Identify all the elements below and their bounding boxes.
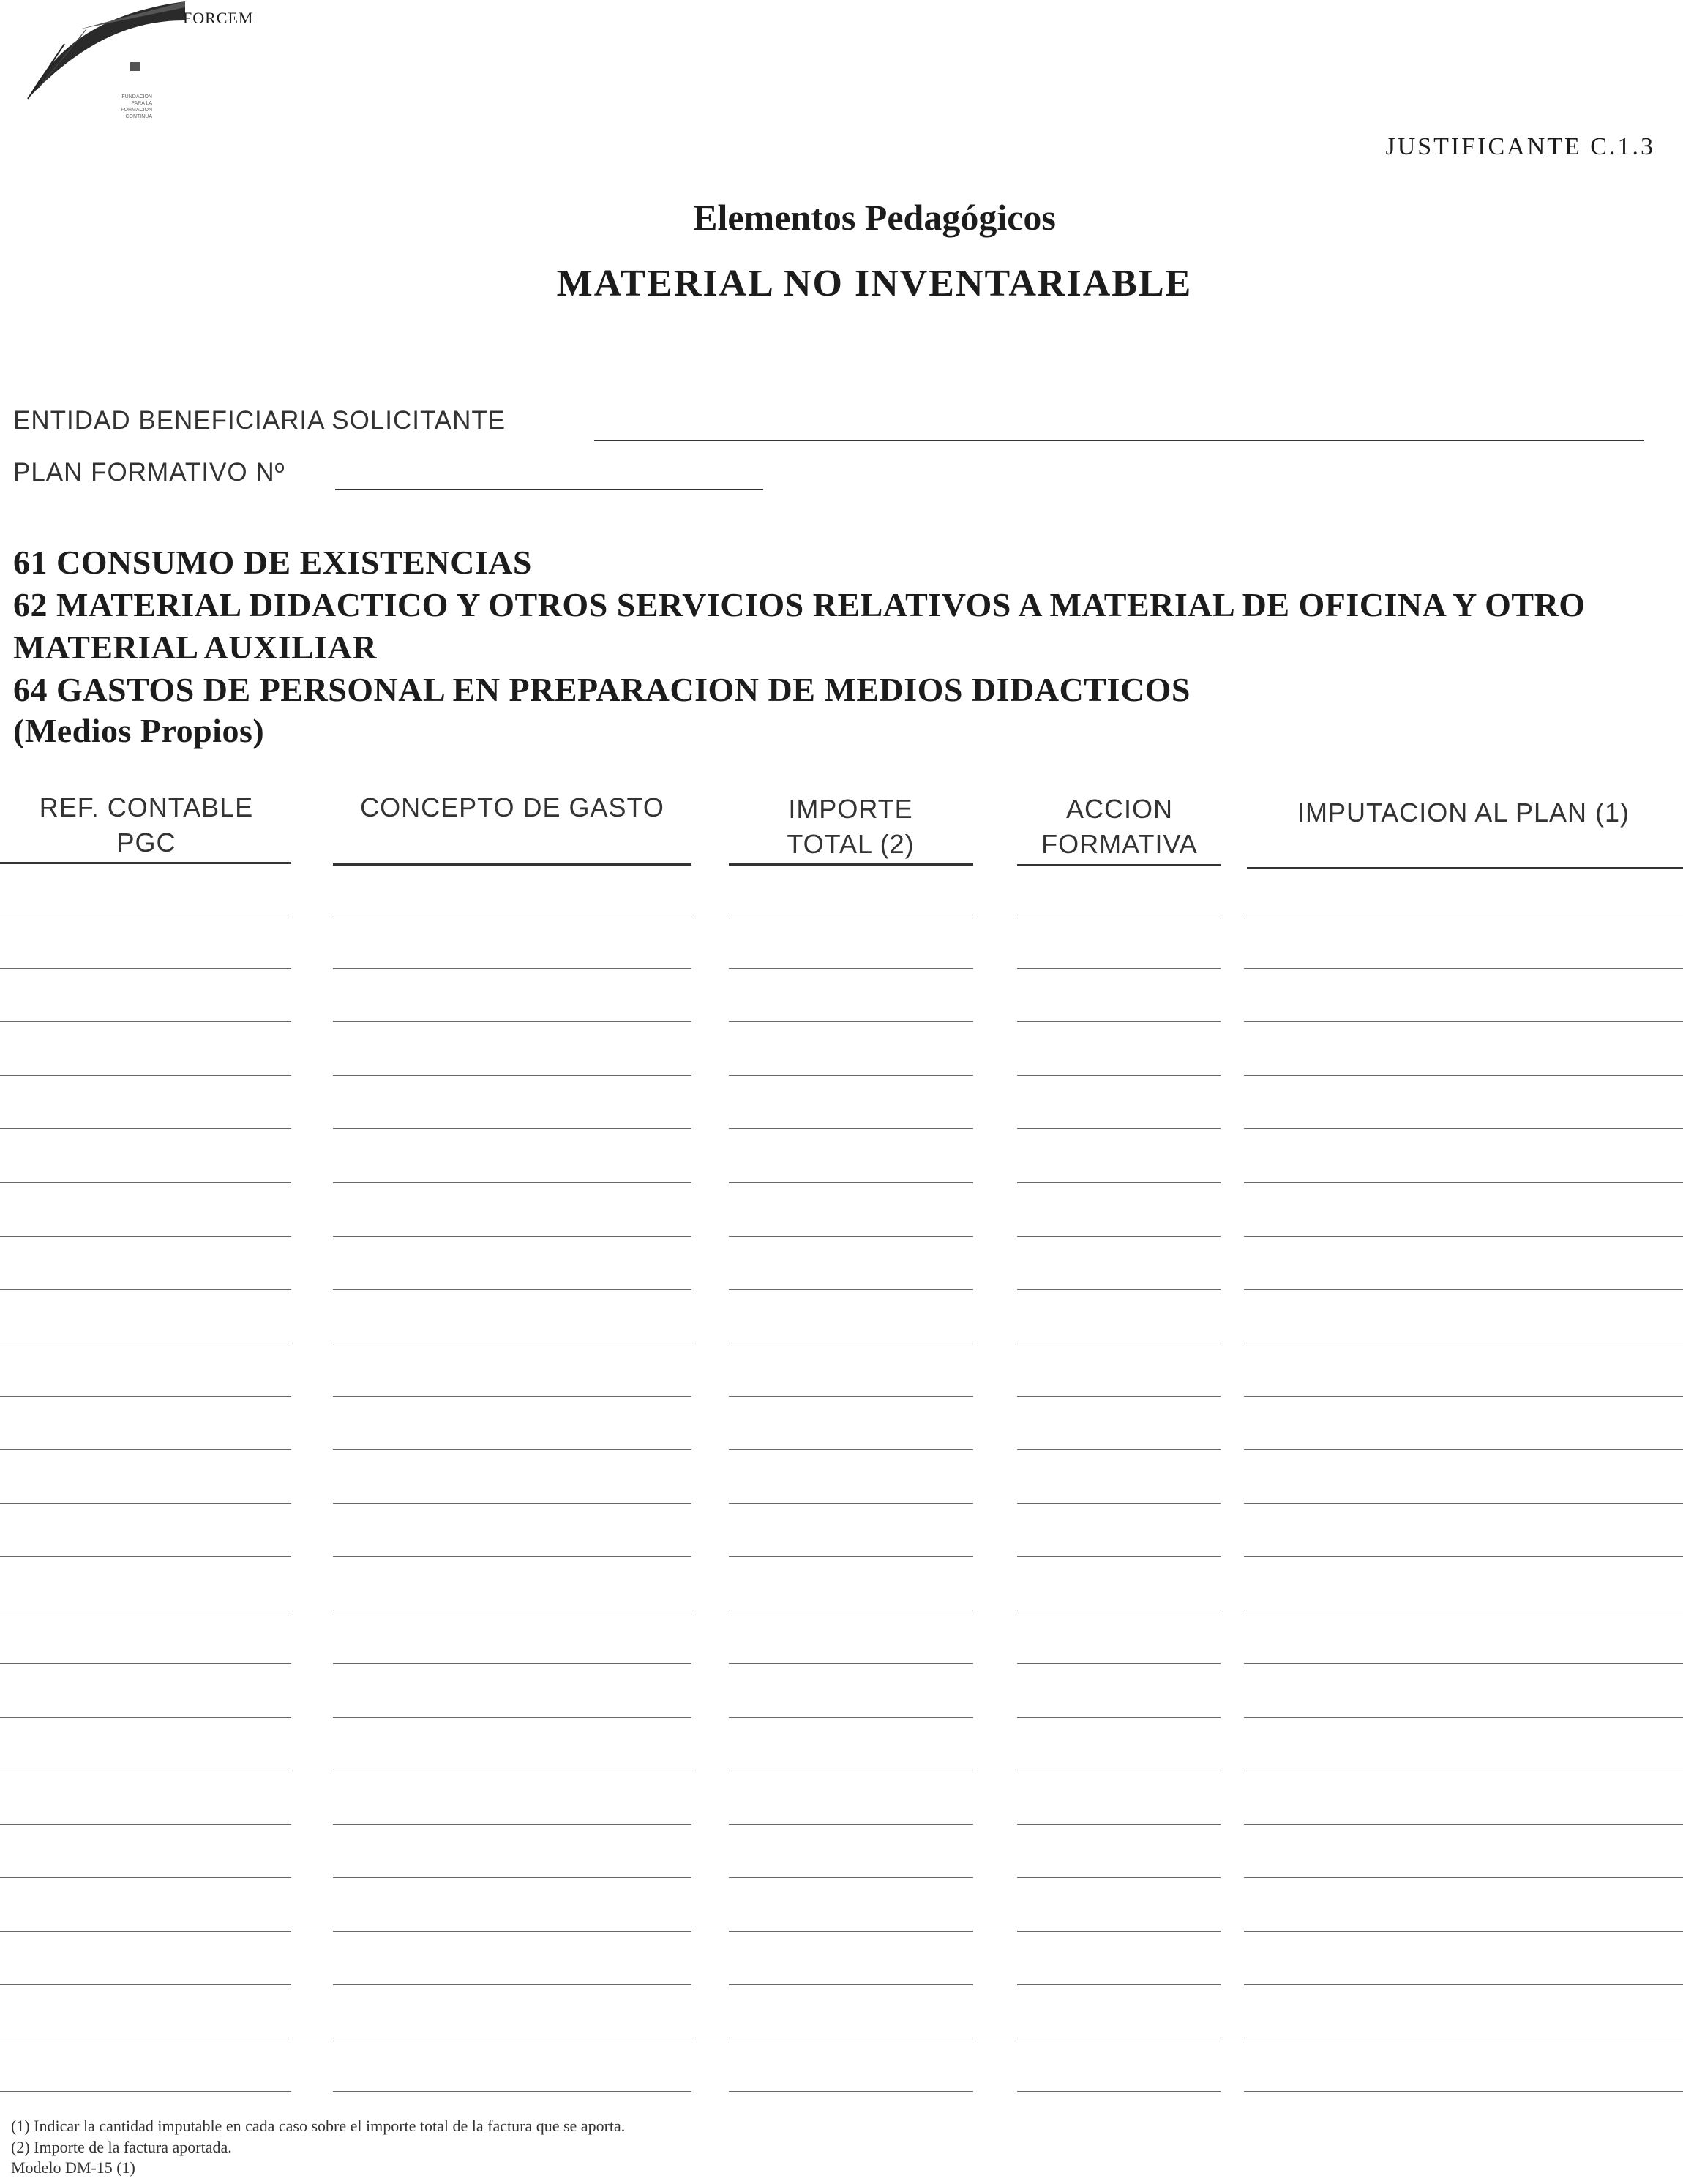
row-entry-line[interactable] — [729, 1236, 973, 1237]
row-entry-line[interactable] — [1017, 1503, 1221, 1504]
section-64: 64 GASTOS DE PERSONAL EN PREPARACION DE MEDIOS DIDACTICOS — [13, 671, 1191, 708]
row-entry-line[interactable] — [1017, 1449, 1221, 1450]
row-entry-line[interactable] — [1017, 2091, 1221, 2092]
row-entry-line[interactable] — [1017, 1824, 1221, 1825]
row-entry-line[interactable] — [1244, 1984, 1683, 1985]
row-entry-line[interactable] — [1017, 1075, 1221, 1076]
row-entry-line[interactable] — [0, 1556, 291, 1557]
entidad-field[interactable] — [594, 440, 1644, 441]
row-entry-line[interactable] — [333, 1128, 691, 1129]
row-entry-line[interactable] — [333, 1931, 691, 1932]
row-entry-line[interactable] — [1244, 968, 1683, 969]
row-entry-line[interactable] — [0, 1075, 291, 1076]
row-entry-line[interactable] — [1017, 1021, 1221, 1022]
row-entry-line[interactable] — [729, 1984, 973, 1985]
row-entry-line[interactable] — [1017, 968, 1221, 969]
row-entry-line[interactable] — [333, 1824, 691, 1825]
row-entry-line[interactable] — [0, 1128, 291, 1129]
header-rule — [333, 863, 691, 866]
row-entry-line[interactable] — [0, 1236, 291, 1237]
row-entry-line[interactable] — [729, 1289, 973, 1290]
row-entry-line[interactable] — [0, 1449, 291, 1450]
row-entry-line[interactable] — [333, 1984, 691, 1985]
row-entry-line[interactable] — [1244, 1931, 1683, 1932]
row-entry-line[interactable] — [0, 1663, 291, 1664]
logo-label: FORCEM — [183, 9, 254, 27]
header-rule — [1017, 864, 1221, 866]
row-entry-line[interactable] — [333, 1503, 691, 1504]
row-entry-line[interactable] — [333, 1075, 691, 1076]
row-entry-line[interactable] — [1017, 1556, 1221, 1557]
row-entry-line[interactable] — [333, 1556, 691, 1557]
row-entry-line[interactable] — [0, 1984, 291, 1985]
row-entry-line[interactable] — [1017, 1984, 1221, 1985]
row-entry-line[interactable] — [1017, 1289, 1221, 1290]
row-entry-line[interactable] — [729, 968, 973, 969]
row-entry-line[interactable] — [1017, 1236, 1221, 1237]
section-note: (Medios Propios) — [13, 712, 265, 749]
row-entry-line[interactable] — [333, 1877, 691, 1878]
row-entry-line[interactable] — [333, 1182, 691, 1183]
row-entry-line[interactable] — [1017, 1931, 1221, 1932]
row-entry-line[interactable] — [1017, 1877, 1221, 1878]
row-entry-line[interactable] — [0, 1289, 291, 1290]
row-entry-line[interactable] — [333, 1289, 691, 1290]
row-entry-line[interactable] — [333, 1236, 691, 1237]
row-entry-line[interactable] — [333, 1663, 691, 1664]
row-entry-line[interactable] — [1017, 1396, 1221, 1397]
row-entry-line[interactable] — [1017, 1128, 1221, 1129]
row-entry-line[interactable] — [0, 968, 291, 969]
row-entry-line[interactable] — [1017, 1717, 1221, 1718]
row-entry-line[interactable] — [333, 1021, 691, 1022]
row-entry-line[interactable] — [1244, 1075, 1683, 1076]
row-entry-line[interactable] — [0, 1021, 291, 1022]
page-title: Elementos Pedagógicos — [693, 197, 1056, 238]
row-entry-line[interactable] — [729, 1075, 973, 1076]
row-entry-line[interactable] — [729, 1182, 973, 1183]
row-entry-line[interactable] — [729, 1021, 973, 1022]
row-entry-line[interactable] — [729, 1396, 973, 1397]
row-entry-line[interactable] — [1244, 1289, 1683, 1290]
col-importe-total: IMPORTE TOTAL (2) — [787, 794, 915, 859]
row-entry-line[interactable] — [0, 1182, 291, 1183]
row-entry-line[interactable] — [1017, 1182, 1221, 1183]
row-entry-line[interactable] — [333, 1717, 691, 1718]
row-entry-line[interactable] — [1244, 1128, 1683, 1129]
logo-small-text: FUNDACION PARA LA FORMACION CONTINUA — [121, 94, 152, 119]
row-entry-line[interactable] — [0, 1396, 291, 1397]
header-rule — [0, 862, 291, 864]
row-entry-line[interactable] — [729, 1128, 973, 1129]
row-entry-line[interactable] — [1244, 1503, 1683, 1504]
section-62: 62 MATERIAL DIDACTICO Y OTROS SERVICIOS RELATIVOS A MATERIAL DE OFICINA Y OTRO MATERIAL AUXILIAR — [13, 586, 1586, 666]
row-entry-line[interactable] — [729, 1449, 973, 1450]
row-entry-line[interactable] — [1244, 1236, 1683, 1237]
row-entry-line[interactable] — [1244, 1182, 1683, 1183]
row-entry-line[interactable] — [1244, 1663, 1683, 1664]
header-rule — [729, 863, 973, 866]
row-entry-line[interactable] — [0, 2091, 291, 2092]
row-entry-line[interactable] — [1244, 1021, 1683, 1022]
row-entry-line[interactable] — [729, 1717, 973, 1718]
page-subtitle: MATERIAL NO INVENTARIABLE — [556, 263, 1193, 304]
plan-field[interactable] — [335, 489, 763, 490]
row-entry-line[interactable] — [1244, 1396, 1683, 1397]
entidad-label: ENTIDAD BENEFICIARIA SOLICITANTE — [13, 406, 506, 435]
section-61: 61 CONSUMO DE EXISTENCIAS — [13, 544, 533, 581]
row-entry-line[interactable] — [729, 1663, 973, 1664]
row-entry-line[interactable] — [333, 1449, 691, 1450]
row-entry-line[interactable] — [0, 1931, 291, 1932]
col-ref-contable: REF. CONTABLE PGC — [39, 792, 254, 858]
row-entry-line[interactable] — [1244, 1877, 1683, 1878]
col-imputacion: IMPUTACION AL PLAN (1) — [1297, 798, 1630, 828]
row-entry-line[interactable] — [729, 1503, 973, 1504]
justificante-code: JUSTIFICANTE C.1.3 — [1385, 133, 1655, 160]
row-entry-line[interactable] — [729, 2091, 973, 2092]
forcem-logo-mark — [20, 0, 189, 102]
row-entry-line[interactable] — [1244, 1717, 1683, 1718]
footnote-2: (2) Importe de la factura aportada. — [11, 2138, 232, 2156]
row-entry-line[interactable] — [1244, 1449, 1683, 1450]
row-entry-line[interactable] — [1244, 1824, 1683, 1825]
row-entry-line[interactable] — [1017, 1663, 1221, 1664]
row-entry-line[interactable] — [0, 1877, 291, 1878]
row-entry-line[interactable] — [729, 1931, 973, 1932]
row-entry-line[interactable] — [729, 1556, 973, 1557]
row-entry-line[interactable] — [333, 1396, 691, 1397]
row-entry-line[interactable] — [1244, 2091, 1683, 2092]
row-entry-line[interactable] — [0, 1824, 291, 1825]
header-rule — [1247, 867, 1683, 869]
row-entry-line[interactable] — [0, 1503, 291, 1504]
row-entry-line[interactable] — [1244, 1556, 1683, 1557]
model-number: Modelo DM-15 (1) — [11, 2158, 135, 2177]
row-entry-line[interactable] — [729, 1877, 973, 1878]
row-entry-line[interactable] — [729, 1824, 973, 1825]
plan-label: PLAN FORMATIVO Nº — [13, 458, 285, 487]
row-entry-line[interactable] — [0, 1717, 291, 1718]
col-concepto-gasto: CONCEPTO DE GASTO — [360, 792, 664, 822]
row-entry-line[interactable] — [333, 968, 691, 969]
row-entry-line[interactable] — [333, 2091, 691, 2092]
col-accion-formativa: ACCION FORMATIVA — [1041, 794, 1198, 859]
footnote-1: (1) Indicar la cantidad imputable en cada caso sobre el importe total de la factura que se aporta. — [11, 2117, 626, 2135]
